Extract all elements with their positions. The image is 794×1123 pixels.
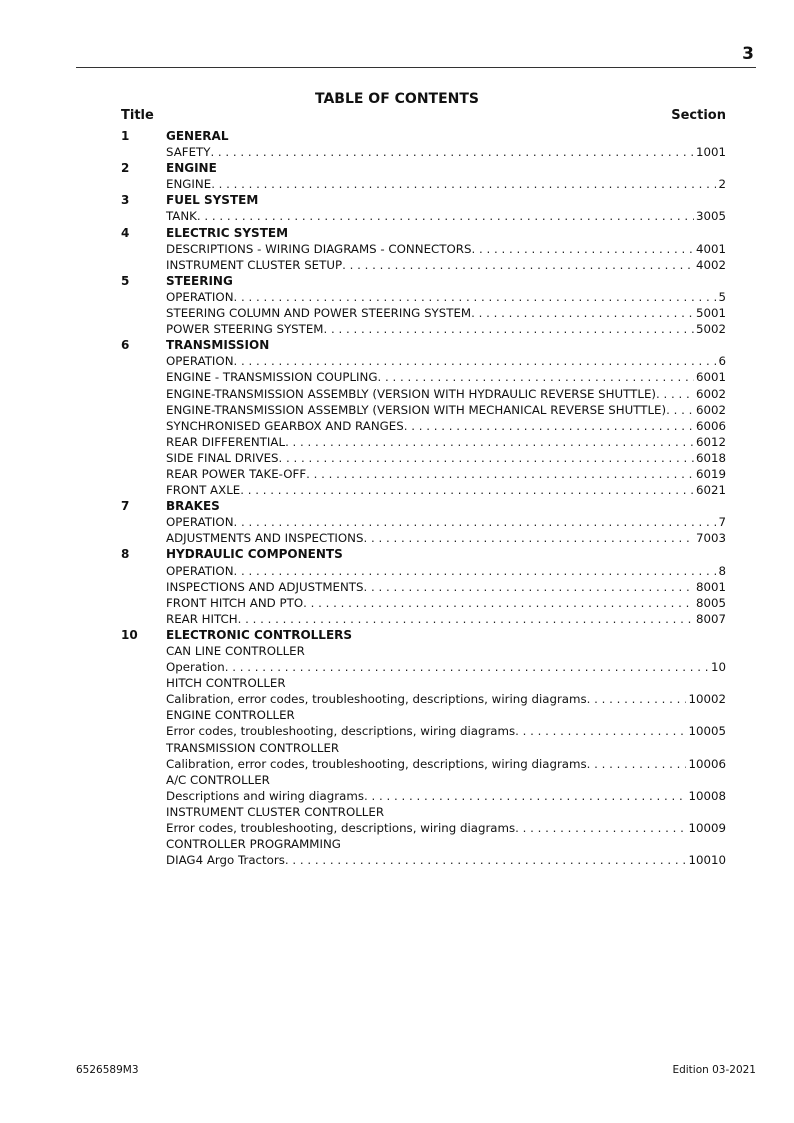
toc-entry-label: TANK (166, 209, 197, 224)
toc-entry-section: 10009 (688, 821, 726, 836)
toc-entry-label: Descriptions and wiring diagrams (166, 788, 364, 803)
toc-entry[interactable] (121, 514, 726, 530)
toc-entry-label: STEERING COLUMN AND POWER STEERING SYSTEM (166, 306, 472, 321)
dot-leader (378, 369, 694, 385)
toc-entry-section: 8005 (695, 595, 726, 610)
dot-leader (234, 353, 717, 369)
chapter-name: FUEL SYSTEM (166, 193, 259, 208)
toc-entry[interactable] (121, 579, 726, 595)
dot-leader (364, 788, 686, 804)
toc-entry[interactable] (121, 530, 726, 546)
chapter-number: 5 (121, 273, 130, 288)
chapter-name: ENGINE (166, 161, 217, 176)
toc-entry[interactable] (121, 434, 726, 450)
toc-entry[interactable] (121, 611, 726, 627)
toc-entry-section: 7003 (695, 531, 726, 546)
page-number: 3 (742, 44, 754, 64)
toc-entry-label: FRONT HITCH AND PTO (166, 595, 304, 610)
toc-entry-section: 8007 (695, 611, 726, 626)
toc-entry-section: 6012 (695, 434, 726, 449)
toc-entry[interactable] (121, 144, 726, 160)
toc-entry[interactable] (121, 241, 726, 257)
column-header-section: Section (671, 108, 726, 123)
chapter-heading (121, 225, 726, 241)
dot-leader (587, 691, 687, 707)
controller-subheading: CONTROLLER PROGRAMMING (166, 837, 341, 852)
dot-leader (363, 530, 693, 546)
toc-entry-section: 6021 (695, 483, 726, 498)
toc-entry[interactable] (121, 482, 726, 498)
toc-entry-label: DESCRIPTIONS - WIRING DIAGRAMS - CONNECTORS (166, 241, 472, 256)
toc-entry-label: Calibration, error codes, troubleshooting, descriptions, wiring diagrams (166, 756, 587, 771)
dot-leader (515, 820, 686, 836)
toc-entry[interactable] (121, 402, 726, 418)
toc-entry-section: 6002 (695, 402, 726, 417)
chapter-name: STEERING (166, 273, 233, 288)
dot-leader (211, 176, 716, 192)
toc-entry-section: 6 (718, 354, 726, 369)
controller-subheading: INSTRUMENT CLUSTER CONTROLLER (166, 804, 385, 819)
chapter-heading (121, 627, 726, 643)
toc-entry[interactable] (121, 369, 726, 385)
toc-entry-section: 5 (718, 289, 726, 304)
chapter-number: 1 (121, 129, 130, 143)
toc-entry-label: Error codes, troubleshooting, descriptions, wiring diagrams (166, 821, 516, 836)
toc-entry-section: 10005 (688, 724, 726, 739)
toc-entry[interactable] (121, 691, 726, 707)
dot-leader (363, 579, 693, 595)
chapter-heading (121, 498, 726, 514)
toc-entry[interactable] (121, 289, 726, 305)
dot-leader (471, 305, 694, 321)
toc-entry-section: 10010 (688, 853, 726, 868)
toc-entry-label: REAR DIFFERENTIAL (166, 434, 286, 449)
toc-entry-section: 1001 (695, 145, 726, 160)
toc-entry-label: REAR HITCH (166, 611, 238, 626)
toc-entry-label: OPERATION (166, 354, 234, 369)
toc-entry-label: OPERATION (166, 515, 234, 530)
toc-entry[interactable] (121, 418, 726, 434)
toc-entry-section: 4001 (695, 241, 726, 256)
toc-entry-section: 10008 (688, 788, 726, 803)
toc-entry[interactable] (121, 723, 726, 739)
chapter-name: TRANSMISSION (166, 338, 270, 353)
toc-entry[interactable] (121, 820, 726, 836)
toc-entry-section: 7 (718, 515, 726, 530)
chapter-heading (121, 192, 726, 208)
toc-entry-section: 6019 (695, 466, 726, 481)
toc-entry-label: SIDE FINAL DRIVES (166, 450, 279, 465)
chapter-number: 4 (121, 225, 130, 240)
toc-entry-section: 6018 (695, 450, 726, 465)
toc-entry-section: 8001 (695, 579, 726, 594)
toc-entry[interactable] (121, 208, 726, 224)
toc-entry[interactable] (121, 176, 726, 192)
dot-leader (234, 514, 717, 530)
toc-entry-label: OPERATION (166, 563, 234, 578)
dot-leader (234, 289, 717, 305)
toc-entry[interactable] (121, 788, 726, 804)
toc-entry-label: DIAG4 Argo Tractors (166, 853, 285, 868)
chapter-heading (121, 273, 726, 289)
toc-entry-section: 10006 (688, 756, 726, 771)
dot-leader (279, 450, 694, 466)
chapter-number: 2 (121, 161, 130, 176)
chapter-number: 7 (121, 499, 130, 514)
chapter-name: BRAKES (166, 499, 220, 514)
chapter-name: ELECTRONIC CONTROLLERS (166, 627, 353, 642)
toc-list (121, 128, 726, 868)
toc-entry-label: INSTRUMENT CLUSTER SETUP (166, 257, 343, 272)
chapter-number: 6 (121, 338, 130, 353)
dot-leader (225, 659, 709, 675)
header-rule (76, 67, 756, 68)
toc-entry-label: Operation (166, 660, 225, 675)
toc-entry-section: 8 (718, 563, 726, 578)
chapter-number: 8 (121, 547, 130, 562)
dot-leader (234, 563, 717, 579)
toc-entry[interactable] (121, 852, 726, 868)
chapter-name: HYDRAULIC COMPONENTS (166, 547, 343, 562)
column-header-title: Title (121, 108, 154, 123)
toc-entry-label: Error codes, troubleshooting, descriptions, wiring diagrams (166, 724, 516, 739)
toc-entry-section: 3005 (695, 209, 726, 224)
dot-leader (238, 611, 694, 627)
dot-leader (666, 402, 694, 418)
toc-entry[interactable] (121, 659, 726, 675)
dot-leader (306, 466, 694, 482)
chapter-number: 3 (121, 193, 130, 208)
document-code: 6526589M3 (76, 1064, 139, 1076)
controller-subheading: CAN LINE CONTROLLER (166, 644, 305, 658)
toc-entry-label: SAFETY (166, 145, 211, 160)
edition-label: Edition 03-2021 (672, 1064, 756, 1076)
controller-subheading: TRANSMISSION CONTROLLER (166, 740, 340, 755)
toc-entry-label: INSPECTIONS AND ADJUSTMENTS (166, 579, 364, 594)
toc-entry[interactable] (121, 756, 726, 772)
toc-entry-section: 6006 (695, 418, 726, 433)
controller-subheading: A/C CONTROLLER (166, 772, 270, 787)
dot-leader (210, 144, 694, 160)
dot-leader (240, 482, 694, 498)
toc-entry-section: 5002 (695, 322, 726, 337)
toc-entry[interactable] (121, 595, 726, 611)
chapter-number: 10 (121, 627, 138, 642)
dot-leader (404, 418, 694, 434)
controller-subheading: ENGINE CONTROLLER (166, 708, 295, 723)
toc-entry-label: SYNCHRONISED GEARBOX AND RANGES (166, 418, 404, 433)
chapter-heading (121, 337, 726, 353)
toc-entry-section: 2 (718, 177, 726, 192)
chapter-name: GENERAL (166, 129, 229, 143)
toc-entry-label: Calibration, error codes, troubleshooting, descriptions, wiring diagrams (166, 692, 587, 707)
dot-leader (323, 321, 693, 337)
toc-entry-section: 10002 (688, 692, 726, 707)
toc-entry[interactable] (121, 353, 726, 369)
dot-leader (303, 595, 694, 611)
toc-entry[interactable] (121, 386, 726, 402)
toc-entry[interactable] (121, 321, 726, 337)
dot-leader (656, 386, 694, 402)
toc-entry-section: 4002 (695, 257, 726, 272)
toc-entry-section: 10 (710, 660, 726, 675)
toc-entry[interactable] (121, 305, 726, 321)
toc-entry[interactable] (121, 466, 726, 482)
controller-subheading: HITCH CONTROLLER (166, 676, 286, 691)
toc-entry[interactable] (121, 563, 726, 579)
toc-entry-label: REAR POWER TAKE-OFF (166, 466, 307, 481)
dot-leader (285, 852, 687, 868)
dot-leader (587, 756, 687, 772)
toc-entry-label: ENGINE (166, 177, 212, 192)
chapter-heading (121, 160, 726, 176)
chapter-heading (121, 128, 726, 144)
toc-entry-label: FRONT AXLE (166, 483, 241, 498)
toc-entry-section: 6001 (695, 370, 726, 385)
dot-leader (342, 257, 694, 273)
dot-leader (197, 208, 694, 224)
toc-entry[interactable] (121, 450, 726, 466)
toc-entry-section: 5001 (695, 306, 726, 321)
toc-title: TABLE OF CONTENTS (314, 91, 480, 107)
toc-entry-label: POWER STEERING SYSTEM (166, 322, 324, 337)
toc-entry-label: ENGINE-TRANSMISSION ASSEMBLY (VERSION WITH MECHANICAL REVERSE SHUTTLE) (166, 402, 667, 417)
toc-entry-label: OPERATION (166, 289, 234, 304)
dot-leader (285, 434, 694, 450)
dot-leader (515, 723, 686, 739)
chapter-heading (121, 546, 726, 562)
toc-entry[interactable] (121, 257, 726, 273)
toc-entry-section: 6002 (695, 386, 726, 401)
toc-entry-label: ENGINE-TRANSMISSION ASSEMBLY (VERSION WITH HYDRAULIC REVERSE SHUTTLE) (166, 386, 656, 401)
toc-entry-label: ADJUSTMENTS AND INSPECTIONS (166, 531, 364, 546)
dot-leader (471, 241, 694, 257)
toc-entry-label: ENGINE - TRANSMISSION COUPLING (166, 370, 378, 385)
chapter-name: ELECTRIC SYSTEM (166, 225, 289, 240)
